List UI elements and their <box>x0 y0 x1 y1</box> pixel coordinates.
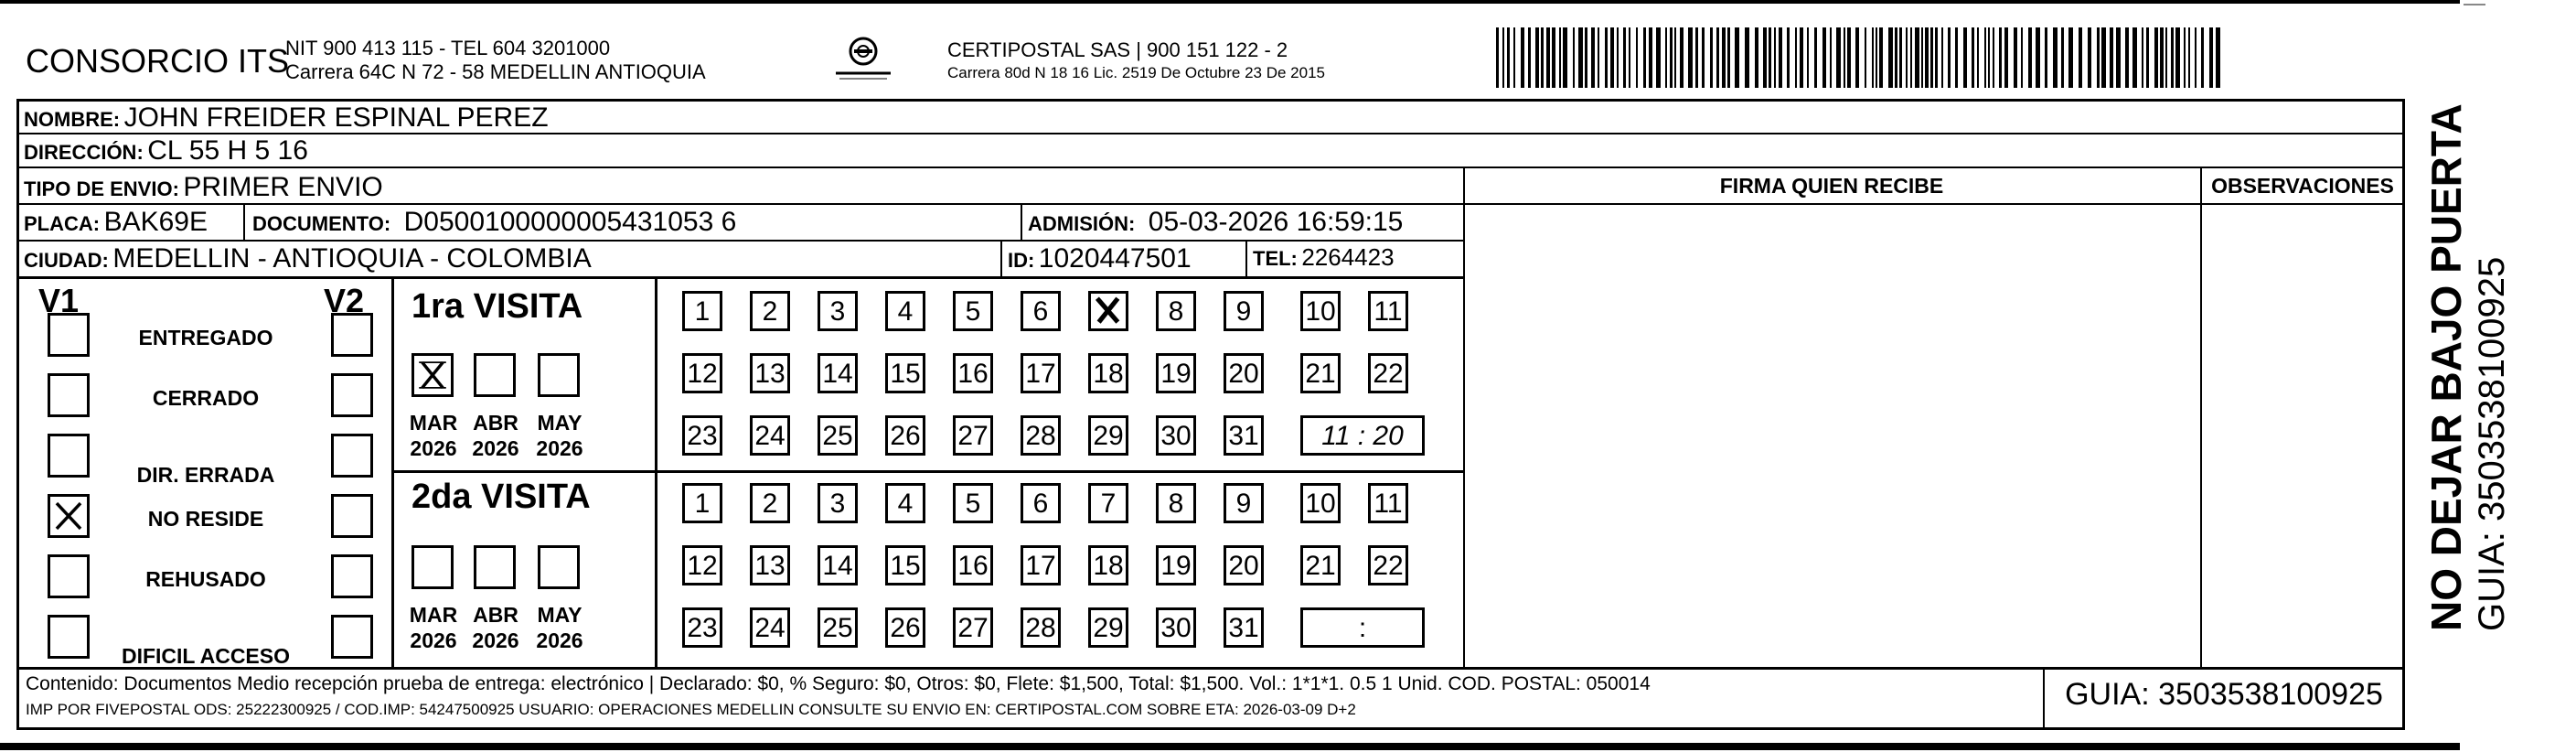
placa-value: BAK69E <box>103 207 208 237</box>
row-divider <box>1463 203 2405 205</box>
admision-value: 05-03-2026 16:59:15 <box>1148 207 1404 237</box>
day-box[interactable]: 10 <box>1300 291 1341 331</box>
second-visit-title: 2da VISITA <box>412 478 591 516</box>
nombre-value: JOHN FREIDER ESPINAL PEREZ <box>123 102 549 133</box>
ciudad-field <box>24 243 592 274</box>
barcode <box>1496 27 2228 88</box>
admision-label: ADMISIÓN: <box>1028 212 1136 235</box>
day-box[interactable]: 6 <box>1021 483 1061 523</box>
day-box[interactable]: 3 <box>818 291 858 331</box>
day-box[interactable]: 20 <box>1224 353 1264 393</box>
status-label: NO RESIDE <box>147 507 264 531</box>
v2-checkbox[interactable] <box>331 434 373 478</box>
day-box[interactable]: 31 <box>1224 607 1264 648</box>
v1-checkbox[interactable] <box>48 434 90 478</box>
day-box[interactable]: 24 <box>750 607 790 648</box>
month-checkbox[interactable] <box>474 353 516 397</box>
day-box[interactable]: 14 <box>818 353 858 393</box>
status-label: DIFICIL ACCESO <box>121 644 290 668</box>
month-label: MAY 2026 <box>536 411 583 460</box>
day-box[interactable]: 23 <box>682 415 722 456</box>
row-divider <box>16 203 1463 205</box>
day-box[interactable]: 25 <box>818 607 858 648</box>
x-mark-icon <box>1091 294 1126 328</box>
bottom-rule <box>0 743 2460 750</box>
x-mark-icon <box>50 497 87 535</box>
status-label: CERRADO <box>152 386 260 410</box>
month-checkbox[interactable] <box>412 545 454 589</box>
direccion-value: CL 55 H 5 16 <box>147 135 308 166</box>
v1-checkbox[interactable] <box>48 373 90 417</box>
day-box[interactable]: 3 <box>818 483 858 523</box>
firma-divider <box>1463 167 1465 667</box>
v2-checkbox[interactable] <box>331 373 373 417</box>
month-checkbox[interactable] <box>474 545 516 589</box>
side-warning: NO DEJAR BAJO PUERTA <box>2422 103 2470 631</box>
day-box[interactable]: 16 <box>953 545 993 585</box>
admision-divider <box>1021 203 1022 240</box>
month-label: MAY 2026 <box>536 603 583 652</box>
day-box[interactable]: 14 <box>818 545 858 585</box>
day-box[interactable]: 4 <box>885 291 925 331</box>
day-box[interactable]: 8 <box>1156 291 1196 331</box>
day-box[interactable]: 24 <box>750 415 790 456</box>
day-box[interactable]: 8 <box>1156 483 1196 523</box>
nombre-field <box>24 102 549 134</box>
observaciones-label: OBSERVACIONES <box>2211 174 2394 198</box>
day-box[interactable]: 18 <box>1088 353 1128 393</box>
day-box[interactable]: 13 <box>750 353 790 393</box>
certipostal-line2: Carrera 80d N 18 16 Lic. 2519 De Octubre 23 De 2015 <box>947 64 1325 81</box>
documento-label: DOCUMENTO: <box>252 212 391 235</box>
day-box[interactable]: 6 <box>1021 291 1061 331</box>
day-box[interactable]: 5 <box>953 483 993 523</box>
day-box[interactable]: 10 <box>1300 483 1341 523</box>
v2-checkbox[interactable] <box>331 494 373 538</box>
footer-guia: GUIA: 3503538100925 <box>2065 677 2383 712</box>
status-label: DIR. ERRADA <box>136 463 275 487</box>
company-nit: NIT 900 413 115 - TEL 604 3201000 <box>285 37 611 59</box>
month-label: ABR 2026 <box>472 603 519 652</box>
day-box[interactable]: 27 <box>953 607 993 648</box>
day-box[interactable]: 18 <box>1088 545 1128 585</box>
day-box[interactable]: 25 <box>818 415 858 456</box>
side-guia: GUIA: 3503538100925 <box>2472 256 2512 631</box>
status-label: REHUSADO <box>145 567 266 591</box>
day-box[interactable]: 26 <box>885 415 925 456</box>
day-box[interactable]: 27 <box>953 415 993 456</box>
day-box[interactable]: 30 <box>1156 415 1196 456</box>
day-box[interactable]: 15 <box>885 353 925 393</box>
tel-divider <box>1245 240 1247 276</box>
v1-header: V1 <box>38 282 80 319</box>
v1-checkbox[interactable] <box>48 494 90 538</box>
direccion-label: DIRECCIÓN: <box>24 141 144 164</box>
day-box[interactable]: 9 <box>1224 291 1264 331</box>
month-checkbox[interactable] <box>538 353 580 397</box>
v2-checkbox[interactable] <box>331 313 373 357</box>
documento-value: D0500100000005431053 6 <box>403 207 737 237</box>
day-box[interactable]: 19 <box>1156 545 1196 585</box>
day-box[interactable]: 30 <box>1156 607 1196 648</box>
tel-label: TEL: <box>1253 247 1298 270</box>
day-box[interactable]: 23 <box>682 607 722 648</box>
top-rule <box>0 0 2460 4</box>
day-box[interactable]: 31 <box>1224 415 1264 456</box>
day-box[interactable]: 17 <box>1021 353 1061 393</box>
month-label: ABR 2026 <box>472 411 519 460</box>
v1-checkbox[interactable] <box>48 554 90 598</box>
side-text <box>2421 0 2531 631</box>
day-box[interactable]: 29 <box>1088 415 1128 456</box>
day-box[interactable]: 12 <box>682 545 722 585</box>
placa-label: PLACA: <box>24 212 101 235</box>
month-label: MAR 2026 <box>409 603 458 652</box>
footer-divider <box>16 667 2405 670</box>
time-box[interactable]: : <box>1300 607 1425 648</box>
time-box[interactable]: 11 : 20 <box>1300 415 1425 456</box>
firma-label: FIRMA QUIEN RECIBE <box>1719 174 1944 198</box>
footer-contenido: Contenido: Documentos Medio recepción prueba de entrega: electrónico | Declarado: $0, % Seguro: $0, Otros: $0, Flete: $1,500, Total: $1,500. Vol.: 1*1*1. 0.5 1 Unid. COD. POSTAL: 050014 <box>26 673 1651 694</box>
company-address: Carrera 64C N 72 - 58 MEDELLIN ANTIOQUIA <box>285 60 706 83</box>
day-box[interactable]: 29 <box>1088 607 1128 648</box>
certipostal-logo <box>827 33 900 88</box>
visit-row-divider <box>391 470 1463 473</box>
day-box[interactable]: 17 <box>1021 545 1061 585</box>
day-box[interactable]: 5 <box>953 291 993 331</box>
tipo-field <box>24 172 383 203</box>
day-box[interactable]: 21 <box>1300 353 1341 393</box>
day-box[interactable]: 11 <box>1368 483 1408 523</box>
v1-checkbox[interactable] <box>48 615 90 659</box>
row-divider <box>16 276 1463 279</box>
id-divider <box>1000 240 1002 276</box>
nombre-label: NOMBRE: <box>24 108 121 131</box>
month-checkbox[interactable] <box>538 545 580 589</box>
day-box[interactable]: 4 <box>885 483 925 523</box>
id-value: 1020447501 <box>1038 243 1192 274</box>
obs-divider <box>2200 167 2202 667</box>
v1-checkbox[interactable] <box>48 313 90 357</box>
tipo-label: TIPO DE ENVIO: <box>24 177 179 200</box>
day-box[interactable]: 15 <box>885 545 925 585</box>
day-box[interactable]: 19 <box>1156 353 1196 393</box>
x-mark-icon <box>414 356 451 394</box>
row-divider <box>16 167 2405 168</box>
day-box[interactable]: 28 <box>1021 415 1061 456</box>
month-label: MAR 2026 <box>409 411 458 460</box>
day-box[interactable]: 13 <box>750 545 790 585</box>
day-box[interactable]: 12 <box>682 353 722 393</box>
day-box[interactable]: 11 <box>1368 291 1408 331</box>
day-box[interactable]: 2 <box>750 483 790 523</box>
ciudad-label: CIUDAD: <box>24 249 109 272</box>
ciudad-value: MEDELLIN - ANTIOQUIA - COLOMBIA <box>112 243 592 274</box>
footer-imp: IMP POR FIVEPOSTAL ODS: 25222300925 / COD.IMP: 54247500925 USUARIO: OPERACIONES MEDELLIN CONSULTE SU ENVIO EN: CERTIPOSTAL.COM SOBRE ETA: 2026-03-09 D+2 <box>26 701 1356 718</box>
v2-header: V2 <box>324 282 365 319</box>
day-box[interactable]: 20 <box>1224 545 1264 585</box>
day-box[interactable]: 9 <box>1224 483 1264 523</box>
day-box[interactable]: 26 <box>885 607 925 648</box>
tel-field <box>1253 243 1395 272</box>
tel-value: 2264423 <box>1301 243 1395 271</box>
day-box[interactable]: 7 <box>1088 483 1128 523</box>
day-box[interactable]: 28 <box>1021 607 1061 648</box>
day-box[interactable]: 22 <box>1368 353 1408 393</box>
certipostal-line1: CERTIPOSTAL SAS | 900 151 122 - 2 <box>947 38 1288 61</box>
first-visit-title: 1ra VISITA <box>412 287 583 326</box>
day-box[interactable]: 21 <box>1300 545 1341 585</box>
company-name: CONSORCIO ITS <box>26 42 290 80</box>
month-checkbox[interactable] <box>412 353 454 397</box>
v2-checkbox[interactable] <box>331 615 373 659</box>
day-box[interactable]: 16 <box>953 353 993 393</box>
status-label: ENTREGADO <box>138 326 273 349</box>
v2-checkbox[interactable] <box>331 554 373 598</box>
day-box[interactable]: 2 <box>750 291 790 331</box>
placa-field <box>24 207 208 238</box>
day-box[interactable] <box>1088 291 1128 331</box>
day-box[interactable]: 1 <box>682 483 722 523</box>
id-label: ID: <box>1008 249 1035 272</box>
id-field <box>1008 243 1192 274</box>
tipo-value: PRIMER ENVIO <box>183 172 383 202</box>
day-box[interactable]: 1 <box>682 291 722 331</box>
placa-divider <box>243 203 245 240</box>
direccion-field <box>24 135 308 167</box>
admision-field <box>1028 207 1403 238</box>
day-box[interactable]: 22 <box>1368 545 1408 585</box>
documento-field <box>252 207 736 238</box>
